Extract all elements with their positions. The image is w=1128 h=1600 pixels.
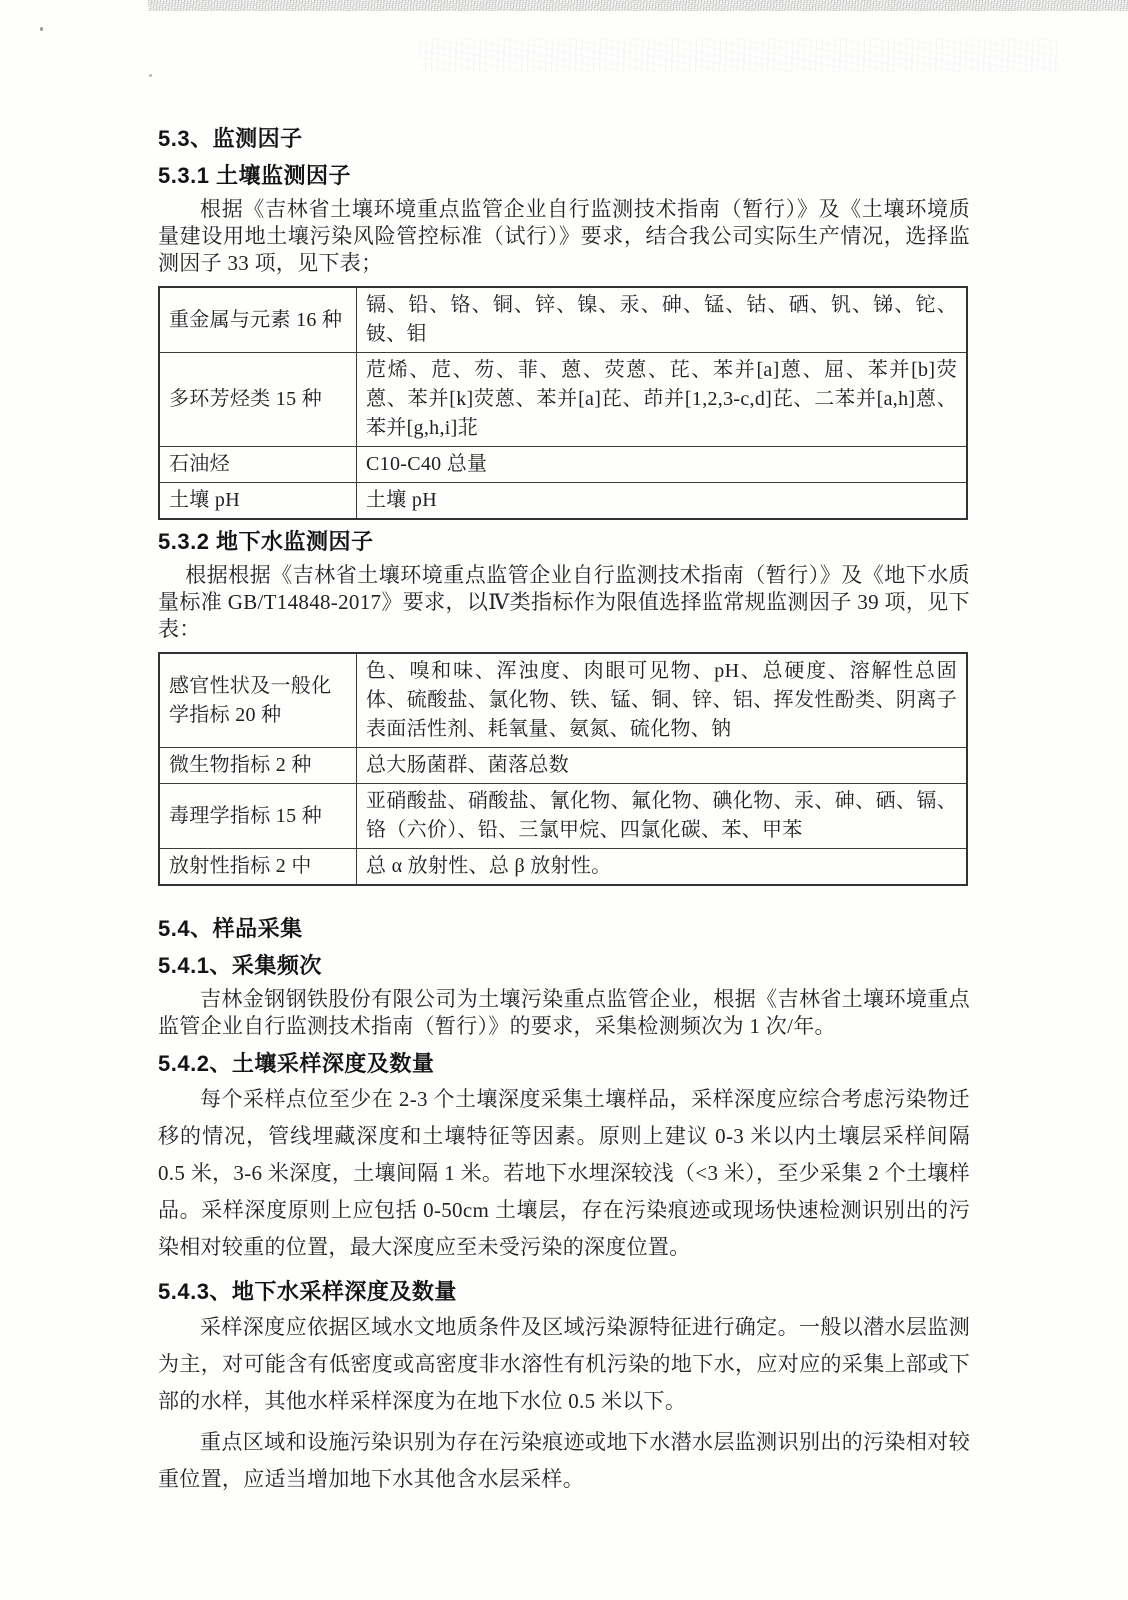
row-content-petroleum: C10-C40 总量 — [357, 447, 968, 483]
table-row — [159, 653, 967, 748]
row-label-radioactivity: 放射性指标 2 中 — [159, 849, 357, 886]
page-content — [158, 0, 970, 1498]
heading-5-3-2: 5.3.2 地下水监测因子 — [158, 529, 374, 554]
row-content-sensory: 色、嗅和味、浑浊度、肉眼可见物、pH、总硬度、溶解性总固体、硫酸盐、氯化物、铁、锰、铜、锌、铝、挥发性酚类、阴离子表面活性剂、耗氧量、氨氮、硫化物、钠 — [357, 653, 968, 748]
row-content-toxicology: 亚硝酸盐、硝酸盐、氰化物、氟化物、碘化物、汞、砷、硒、镉、铬（六价）、铅、三氯甲烷、四氯化碳、苯、甲苯 — [357, 784, 968, 849]
table-row — [159, 483, 967, 520]
row-label-sensory: 感官性状及一般化学指标 20 种 — [159, 653, 357, 748]
paragraph-5-4-3-2: 重点区域和设施污染识别为存在污染痕迹或地下水潜水层监测识别出的污染相对较重位置，应适当增加地下水其他含水层采样。 — [158, 1430, 970, 1491]
scan-speck — [149, 74, 152, 77]
table-row — [159, 748, 967, 784]
row-label-soil-ph: 土壤 pH — [159, 483, 357, 520]
row-content-radioactivity: 总 α 放射性、总 β 放射性。 — [357, 849, 968, 886]
row-content-microbial: 总大肠菌群、菌落总数 — [357, 748, 968, 784]
paragraph-5-4-3-1: 采样深度应依据区域水文地质条件及区域污染源特征进行确定。一般以潜水层监测为主，对可能含有低密度或高密度非水溶性有机污染的地下水，应对应的采集上部或下部的水样，其他水样采样深度为在地下水位 0.5 米以下。 — [158, 1315, 970, 1413]
row-label-petroleum: 石油烃 — [159, 447, 357, 483]
row-content-pah: 苊烯、苊、芴、菲、蒽、荧蒽、芘、苯并[a]蒽、屈、苯并[b]荧蒽、苯并[k]荧蒽、苯并[a]芘、茚并[1,2,3-c,d]芘、二苯并[a,h]蒽、苯并[g,h,i]苝 — [357, 353, 968, 447]
row-label-heavy-metals: 重金属与元素 16 种 — [159, 287, 357, 353]
paragraph-5-4-1: 吉林金钢钢铁股份有限公司为土壤污染重点监管企业，根据《吉林省土壤环境重点监管企业自行监测技术指南（暂行）》的要求，采集检测频次为 1 次/年。 — [158, 987, 970, 1038]
heading-5-3-1: 5.3.1 土壤监测因子 — [158, 163, 352, 188]
table-row — [159, 287, 967, 353]
paragraph-5-3-2: 根据根据《吉林省土壤环境重点监管企业自行监测技术指南（暂行）》及《地下水质量标准 GB/T14848-2017》要求，以Ⅳ类指标作为限值选择监常规监测因子 39 项，见下表： — [158, 563, 970, 641]
row-content-heavy-metals: 镉、铅、铬、铜、锌、镍、汞、砷、锰、钴、硒、钒、锑、铊、铍、钼 — [357, 287, 968, 353]
table-row — [159, 353, 967, 447]
table-row — [159, 784, 967, 849]
soil-factors-table — [158, 286, 968, 520]
table-row — [159, 849, 967, 886]
scan-speck — [40, 27, 43, 31]
row-label-toxicology: 毒理学指标 15 种 — [159, 784, 357, 849]
row-label-microbial: 微生物指标 2 种 — [159, 748, 357, 784]
heading-5-4-2: 5.4.2、土壤采样深度及数量 — [158, 1051, 435, 1076]
paragraph-5-3-1: 根据《吉林省土壤环境重点监管企业自行监测技术指南（暂行）》及《土壤环境质量建设用地土壤污染风险管控标准（试行）》要求，结合我公司实际生产情况，选择监测因子 33 项，见下表； — [158, 197, 970, 275]
heading-5-4-3: 5.4.3、地下水采样深度及数量 — [158, 1279, 457, 1304]
heading-5-3: 5.3、监测因子 — [158, 126, 303, 151]
groundwater-factors-table — [158, 652, 968, 886]
row-content-soil-ph: 土壤 pH — [357, 483, 968, 520]
heading-5-4-1: 5.4.1、采集频次 — [158, 953, 322, 978]
table-row — [159, 447, 967, 483]
paragraph-5-4-2: 每个采样点位至少在 2-3 个土壤深度采集土壤样品，采样深度应综合考虑污染物迁移的情况，管线埋藏深度和土壤特征等因素。原则上建议 0-3 米以内土壤层采样间隔 0.5 米，3-6 米深度，土壤间隔 1 米。若地下水埋深较浅（<3 米），至少采集 2 个土壤样品。采样深度原则上应包括 0-50cm 土壤层，存在污染痕迹或现场快速检测识别出的污染相对较重的位置，最大深度应至未受污染的深度位置。 — [158, 1087, 970, 1259]
row-label-pah: 多环芳烃类 15 种 — [159, 353, 357, 447]
heading-5-4: 5.4、样品采集 — [158, 916, 303, 941]
